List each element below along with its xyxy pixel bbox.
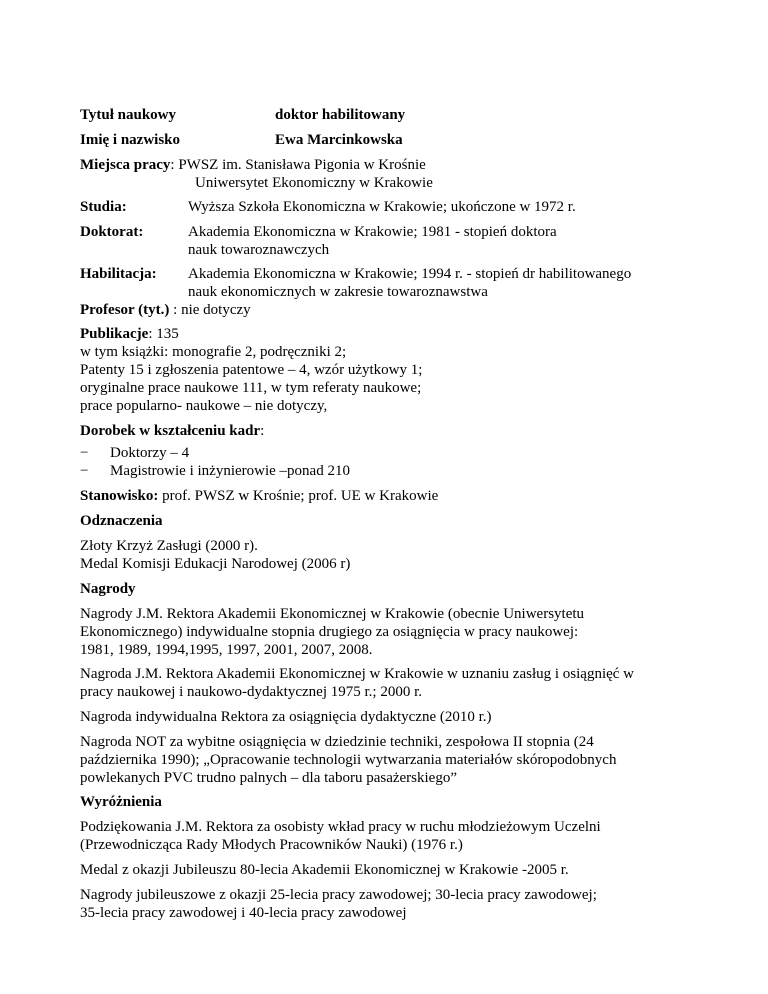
habilitation-value-1: Akademia Ekonomiczna w Krakowie; 1994 r. - stopień dr habilitowanego bbox=[188, 266, 632, 282]
workplaces-line-2: Uniwersytet Ekonomiczny w Krakowie bbox=[195, 175, 433, 191]
awards-p4-line-1: Nagroda NOT za wybitne osiągnięcia w dziedzinie techniki, zespołowa II stopnia (24 bbox=[80, 734, 594, 750]
awards-heading: Nagrody bbox=[80, 581, 136, 597]
professor-line: Profesor (tyt.) : nie dotyczy bbox=[80, 302, 251, 318]
studies-label: Studia: bbox=[80, 199, 127, 215]
name-label: Imię i nazwisko bbox=[80, 132, 181, 148]
distinctions-p3-line-2: 35-lecia pracy zawodowej i 40-lecia pracy zawodowej bbox=[80, 905, 407, 921]
decorations-heading: Odznaczenia bbox=[80, 513, 163, 529]
staff-item-1: Doktorzy – 4 bbox=[110, 445, 190, 461]
publications-line: Publikacje: 135 bbox=[80, 326, 179, 342]
awards-p3-line-1: Nagroda indywidualna Rektora za osiągnięcia dydaktyczne (2010 r.) bbox=[80, 709, 492, 725]
publications-detail-2: Patenty 15 i zgłoszenia patentowe – 4, wzór użytkowy 1; bbox=[80, 362, 423, 378]
staff-heading: Dorobek w kształceniu kadr: bbox=[80, 423, 265, 439]
habilitation-label: Habilitacja: bbox=[80, 266, 157, 282]
title-label: Tytuł naukowy bbox=[80, 107, 177, 123]
staff-bullet-2: − bbox=[80, 463, 89, 479]
workplaces-line-1: Miejsca pracy: PWSZ im. Stanisława Pigonia w Krośnie bbox=[80, 157, 426, 173]
distinctions-p3-line-1: Nagrody jubileuszowe z okazji 25-lecia pracy zawodowej; 30-lecia pracy zawodowej; bbox=[80, 887, 597, 903]
doctorate-value-2: nauk towaroznawczych bbox=[188, 242, 330, 258]
studies-value: Wyższa Szkoła Ekonomiczna w Krakowie; ukończone w 1972 r. bbox=[188, 199, 576, 215]
staff-bullet-1: − bbox=[80, 445, 89, 461]
distinctions-p1-line-2: (Przewodnicząca Rady Młodych Pracowników Nauki) (1976 r.) bbox=[80, 837, 463, 853]
distinctions-p2-line-1: Medal z okazji Jubileuszu 80-lecia Akademii Ekonomicznej w Krakowie -2005 r. bbox=[80, 862, 569, 878]
decorations-line-1: Złoty Krzyż Zasługi (2000 r). bbox=[80, 538, 258, 554]
awards-p4-line-2: października 1990); „Opracowanie technologii wytwarzania materiałów skóropodobnych bbox=[80, 752, 617, 768]
awards-p1-line-3: 1981, 1989, 1994,1995, 1997, 2001, 2007, 2008. bbox=[80, 642, 373, 658]
distinctions-p1-line-1: Podziękowania J.M. Rektora za osobisty wkład pracy w ruchu młodzieżowym Uczelni bbox=[80, 819, 601, 835]
publications-detail-3: oryginalne prace naukowe 111, w tym referaty naukowe; bbox=[80, 380, 422, 396]
name-value: Ewa Marcinkowska bbox=[275, 132, 403, 148]
publications-detail-4: prace popularno- naukowe – nie dotyczy, bbox=[80, 398, 328, 414]
position-line: Stanowisko: prof. PWSZ w Krośnie; prof. UE w Krakowie bbox=[80, 488, 439, 504]
awards-p2-line-2: pracy naukowej i naukowo-dydaktycznej 1975 r.; 2000 r. bbox=[80, 684, 422, 700]
title-value: doktor habilitowany bbox=[275, 107, 406, 123]
awards-p4-line-3: powlekanych PVC trudno palnych – dla taboru pasażerskiego” bbox=[80, 770, 457, 786]
awards-p2-line-1: Nagroda J.M. Rektora Akademii Ekonomicznej w Krakowie w uznaniu zasług i osiągnięć w bbox=[80, 666, 635, 682]
decorations-line-2: Medal Komisji Edukacji Narodowej (2006 r) bbox=[80, 556, 351, 572]
doctorate-label: Doktorat: bbox=[80, 224, 144, 240]
staff-item-2: Magistrowie i inżynierowie –ponad 210 bbox=[110, 463, 350, 479]
awards-p1-line-2: Ekonomicznego) indywidualne stopnia drugiego za osiągnięcia w pracy naukowej: bbox=[80, 624, 579, 640]
distinctions-heading: Wyróżnienia bbox=[80, 794, 162, 810]
awards-p1-line-1: Nagrody J.M. Rektora Akademii Ekonomicznej w Krakowie (obecnie Uniwersytetu bbox=[80, 606, 585, 622]
habilitation-value-2: nauk ekonomicznych w zakresie towaroznawstwa bbox=[188, 284, 488, 300]
publications-detail-1: w tym książki: monografie 2, podręczniki 2; bbox=[80, 344, 347, 360]
doctorate-value-1: Akademia Ekonomiczna w Krakowie; 1981 - stopień doktora bbox=[188, 224, 557, 240]
